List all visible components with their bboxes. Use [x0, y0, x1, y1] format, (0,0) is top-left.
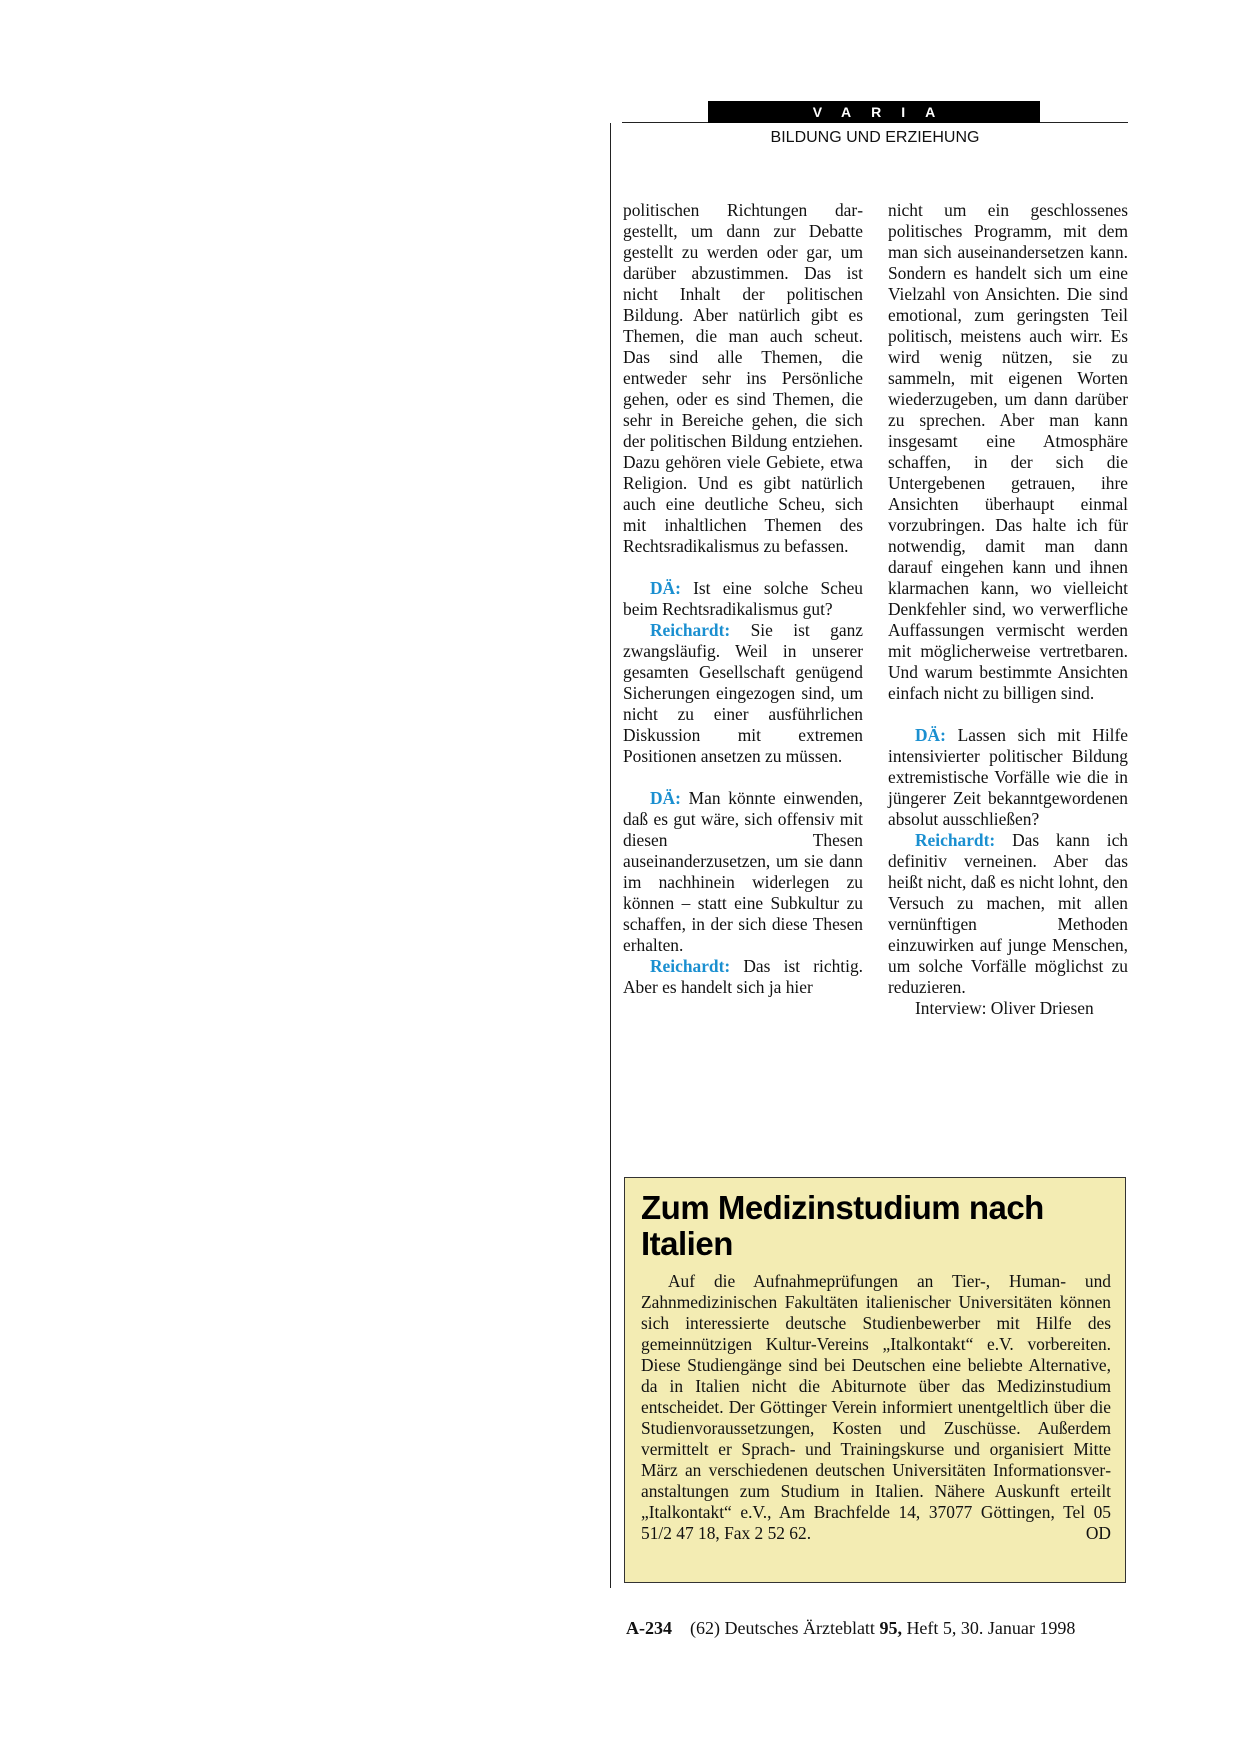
column-rule [610, 123, 611, 1588]
interview-credit: Interview: Oliver Driesen [915, 998, 1094, 1018]
info-box [624, 1177, 1126, 1583]
section-label: VARIA [708, 101, 1040, 123]
question-text: Man könnte einwenden, daß es gut wäre, sich offensiv mit diesen Thesen auseinanderzusetzen, um sie dann im nachhinein widerlegen zu können – statt eine Subkultur zu schaffen, in der sich diese Thesen erhalten. [623, 788, 863, 955]
page-footer [626, 1618, 1136, 1639]
question-text: Lassen sich mit Hilfe intensivierter politischer Bildung extremistische Vorfälle wie die in jüngerer Zeit bekanntgewordenen absolut ausschließen? [888, 725, 1128, 829]
answer-text: Das kann ich definitiv verneinen. Aber das heißt nicht, daß es nicht lohnt, den Versuch zu machen, mit allen vernünftigen Methoden einzuwirken auf junge Menschen, um solche Vorfälle möglichst zu reduzieren. [888, 830, 1128, 997]
speaker-label: DÄ: [915, 725, 946, 745]
volume-number: 95, [879, 1618, 902, 1638]
answer [888, 830, 1128, 998]
interview-column-2 [888, 200, 1128, 1019]
answer [623, 620, 863, 767]
question-text: Ist eine solche Scheu beim Rechtsradikalismus gut? [623, 578, 863, 619]
answer-text: Das ist richtig. Aber es handelt sich ja hier [623, 956, 863, 997]
box-body: Auf die Aufnahmeprüfungen an Tier-, Human- und Zahnmedizinischen Fakultäten italienischer Universitäten können sich interessierte deutsche Studienbewerber mit Hilfe des gemeinnützigen Kultur-Vereins „Italkontakt“ e.V. vorbereiten. Diese Studiengänge sind bei Deutschen eine beliebte Alternative, da in Italien nicht die Abiturnote über das Medizinstudium entscheidet. Der Göttinger Verein informiert unentgeltlich über die Studienvoraussetzungen, Kosten und Zuschüsse. Außerdem vermittelt er Sprach- und Trainingskurse und organisiert Mitte März an verschiedenen deutschen Universitäten Informationsveranstaltungen zum Studium in Italien. Nähere Auskunft erteilt „Italkontakt“ e.V., Am Brachfelde 14, 37077 Göttingen, Tel 05 51/2 47 18, Fax 2 52 62. [641, 1271, 1111, 1543]
paragraph: politischen Richtungen dargestellt, um dann zur Debatte gestellt zu werden oder gar, um darüber abzustimmen. Das ist nicht Inhalt der politischen Bildung. Aber natürlich gibt es Themen, die man auch scheut. Das sind alle Themen, die entweder sehr ins Persönliche gehen, oder es sind Themen, die sehr in Bereiche gehen, die sich der politischen Bildung entziehen. Dazu gehören viele Gebiete, etwa Religion. Und es gibt natürlich auch eine deutliche Scheu, sich mit inhaltlichen Themen des Rechtsradikalismus zu befassen. [623, 200, 863, 556]
speaker-label: Reichardt: [650, 620, 731, 640]
speaker-label: DÄ: [650, 788, 681, 808]
question [623, 788, 863, 956]
answer-text: Sie ist ganz zwangsläufig. Weil in unserer gesamten Gesellschaft genügend Sicherungen eingezogen sind, um nicht zu einer ausführlichen Diskussion mit extremen Positionen ansetzen zu müssen. [623, 620, 863, 766]
subsection-label: BILDUNG UND ERZIEHUNG [770, 129, 980, 146]
box-text [641, 1271, 1111, 1544]
box-title: Zum Medizinstudium nach Italien [641, 1189, 1044, 1262]
answer [623, 956, 863, 998]
paragraph: nicht um ein geschlossenes politisches Programm, mit dem man sich auseinandersetzen kann. Sondern es handelt sich um eine Vielzahl von Ansichten. Die sind emotional, zum geringsten Teil politisch, meistens auch wirr. Es wird wenig nützen, sie zu sammeln, mit eigenen Worten wiederzugeben, um dann darüber zu sprechen. Aber man kann insgesamt eine Atmosphäre schaffen, in der sich die Untergebenen getrauen, ihre Ansichten überhaupt einmal vorzubringen. Das halte ich für notwendig, damit man dann darauf eingehen kann und ihnen klarmachen kann, wo vielleicht Denkfehler sind, wo verwerfliche Auffassungen vermischt werden mit möglicherweise vertretbaren. Und warum bestimmte Ansichten einfach nicht zu billigen sind. [888, 200, 1128, 703]
question [623, 578, 863, 620]
citation-suffix: Heft 5, 30. Januar 1998 [901, 1618, 1076, 1638]
speaker-label: DÄ: [650, 578, 681, 598]
speaker-label: Reichardt: [915, 830, 996, 850]
interview-column-1 [623, 200, 863, 998]
author-initials: OD [1085, 1523, 1111, 1543]
citation-prefix: (62) Deutsches Ärzteblatt [690, 1618, 880, 1638]
page-number: A-234 [626, 1618, 672, 1638]
question [888, 725, 1128, 830]
speaker-label: Reichardt: [650, 956, 731, 976]
